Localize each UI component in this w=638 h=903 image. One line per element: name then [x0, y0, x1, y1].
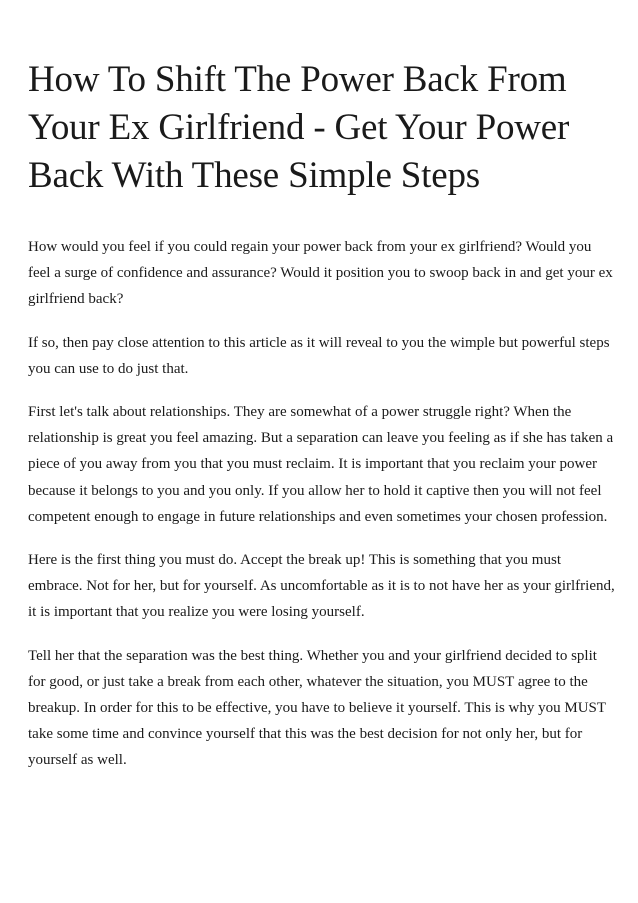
document-page	[28, 56, 616, 791]
document-title: How To Shift The Power Back From Your Ex Girlfriend - Get Your Power Back With These Simple Steps	[28, 59, 570, 196]
paragraph-2: If so, then pay close attention to this article as it will reveal to you the wimple but powerful steps you can use to do just that.	[28, 334, 610, 377]
paragraph-1: How would you feel if you could regain your power back from your ex girlfriend? Would you feel a surge of confidence and assurance? Would it position you to swoop back in and get your ex girlfriend back?	[28, 239, 613, 308]
paragraph-5: Tell her that the separation was the best thing. Whether you and your girlfriend decided to split for good, or just take a break from each other, whatever the situation, you MUST agree to the breakup. In order for this to be effective, you have to believe it yourself. This is why you MUST take some time and convince yourself that this was the best decision for not only her, but for yourself as well.	[28, 647, 606, 769]
paragraph-4: Here is the first thing you must do. Accept the break up! This is something that you must embrace. Not for her, but for yourself. As uncomfortable as it is to not have her as your girlfriend, it is important that you realize you were losing yourself.	[28, 552, 615, 621]
paragraph-3: First let's talk about relationships. They are somewhat of a power struggle right? When the relationship is great you feel amazing. But a separation can leave you feeling as if she has taken a piece of you away from you that you must reclaim. It is important that you reclaim your power because it belongs to you and you only. If you allow her to hold it captive then you will not feel competent enough to engage in future relationships and even sometimes your chosen profession.	[28, 404, 614, 525]
